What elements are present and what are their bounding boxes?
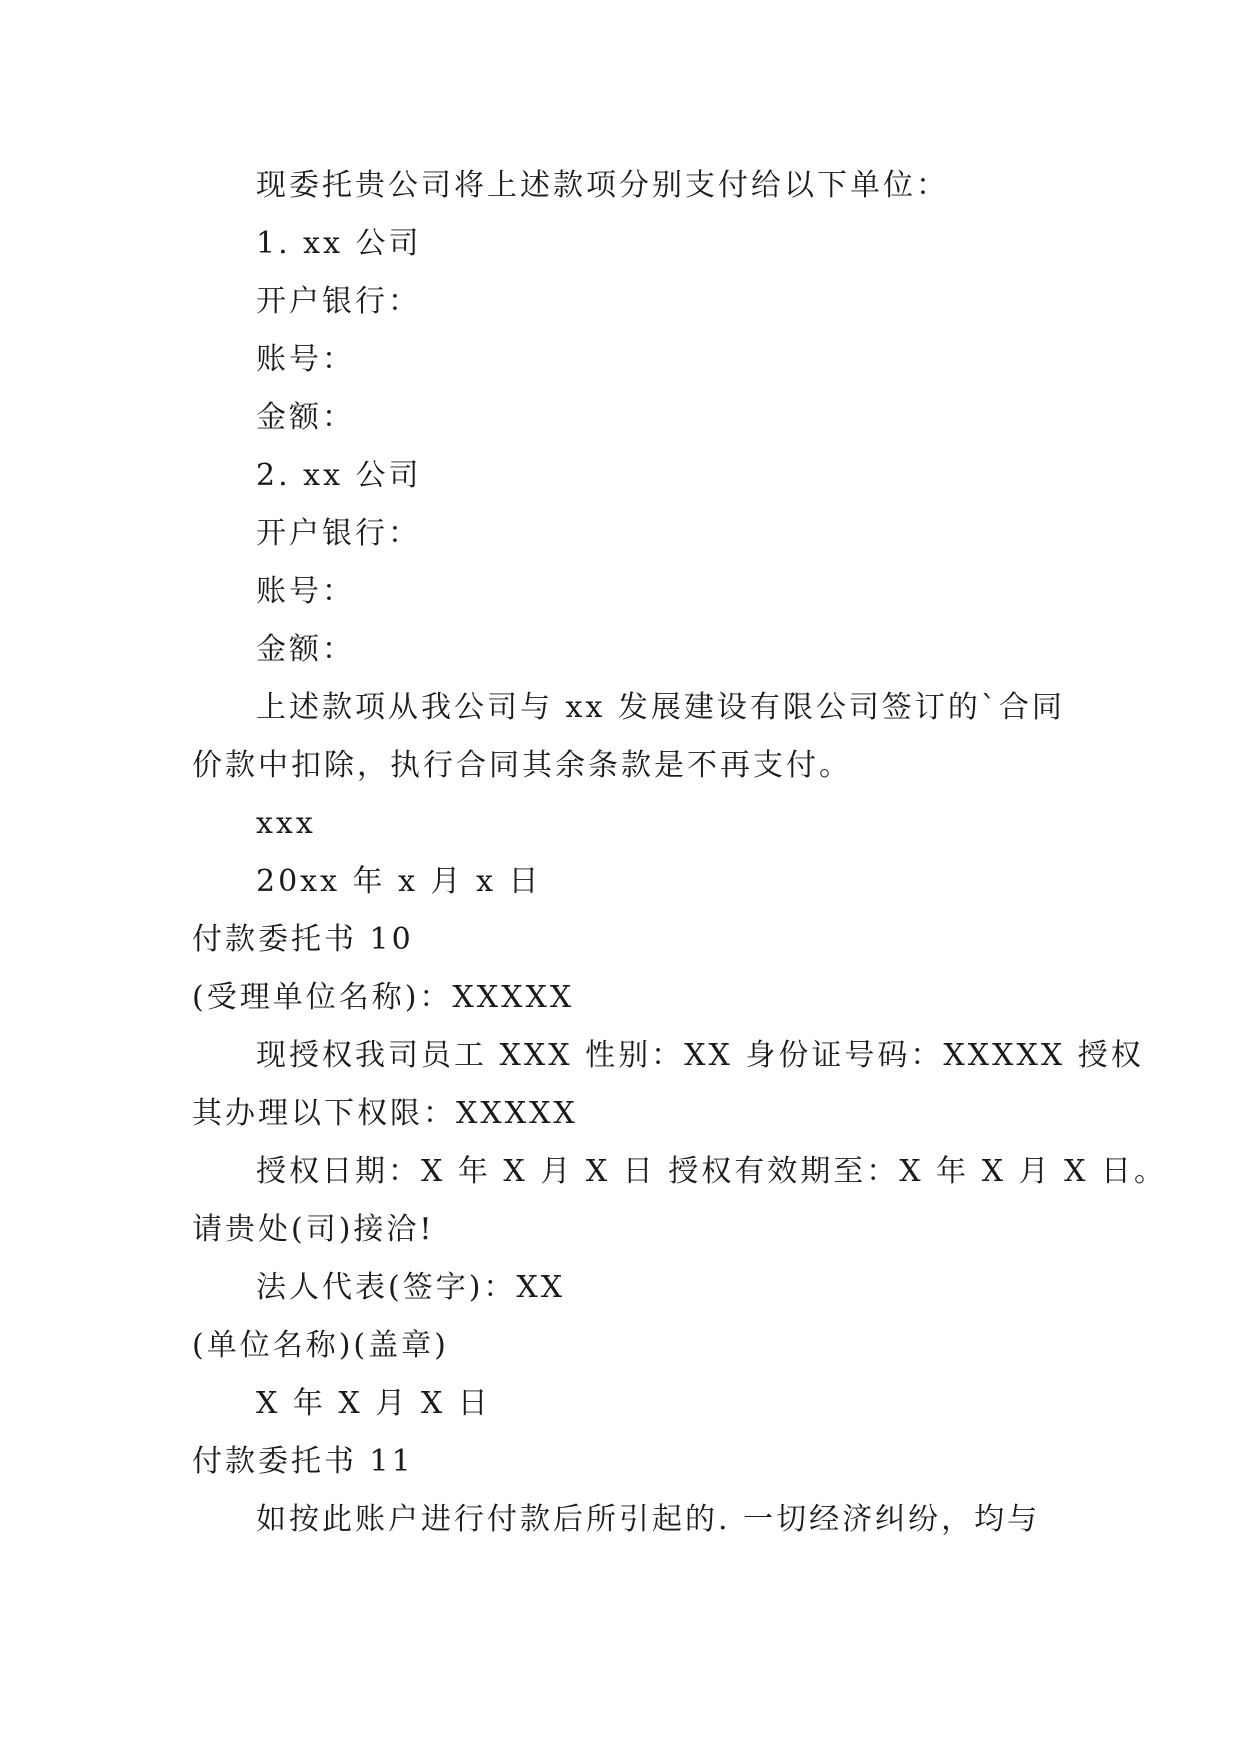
deduction-paragraph-line-2: 价款中扣除，执行合同其余条款是不再支付。 — [192, 748, 852, 783]
signatory-name: xxx — [256, 806, 316, 841]
signing-date: 20xx 年 x 月 x 日 — [256, 864, 542, 899]
section-heading-10: 付款委托书 10 — [192, 922, 414, 957]
unit-seal-line: (单位名称)(盖章) — [192, 1328, 449, 1363]
section-heading-11: 付款委托书 11 — [192, 1444, 414, 1479]
payee-1-amount-label: 金额： — [256, 400, 355, 435]
legal-representative-line: 法人代表(签字)：XX — [256, 1270, 566, 1305]
payee-2-name: 2. xx 公司 — [256, 458, 422, 493]
request-line: 请贵处(司)接洽! — [192, 1212, 435, 1247]
payee-1-bank-label: 开户银行： — [256, 284, 421, 319]
authorization-dates-line: 授权日期：X 年 X 月 X 日 授权有效期至：X 年 X 月 X 日。 — [256, 1154, 1168, 1189]
authorization-date-line: X 年 X 月 X 日 — [256, 1386, 491, 1421]
authorization-paragraph-line-2: 其办理以下权限：XXXXX — [192, 1096, 578, 1131]
payee-2-bank-label: 开户银行： — [256, 516, 421, 551]
deduction-paragraph-line-1: 上述款项从我公司与 xx 发展建设有限公司签订的`合同 — [256, 690, 1065, 725]
authorization-paragraph-line-1: 现授权我司员工 XXX 性别：XX 身份证号码：XXXXX 授权 — [256, 1038, 1144, 1073]
payee-2-account-label: 账号： — [256, 574, 355, 609]
payee-2-amount-label: 金额： — [256, 632, 355, 667]
recipient-unit-line: (受理单位名称)：XXXXX — [192, 980, 575, 1015]
payee-1-name: 1. xx 公司 — [256, 226, 422, 261]
payee-1-account-label: 账号： — [256, 342, 355, 377]
entrust-intro-line: 现委托贵公司将上述款项分别支付给以下单位： — [256, 168, 949, 203]
liability-paragraph-line-1: 如按此账户进行付款后所引起的. 一切经济纠纷，均与 — [256, 1502, 1041, 1537]
